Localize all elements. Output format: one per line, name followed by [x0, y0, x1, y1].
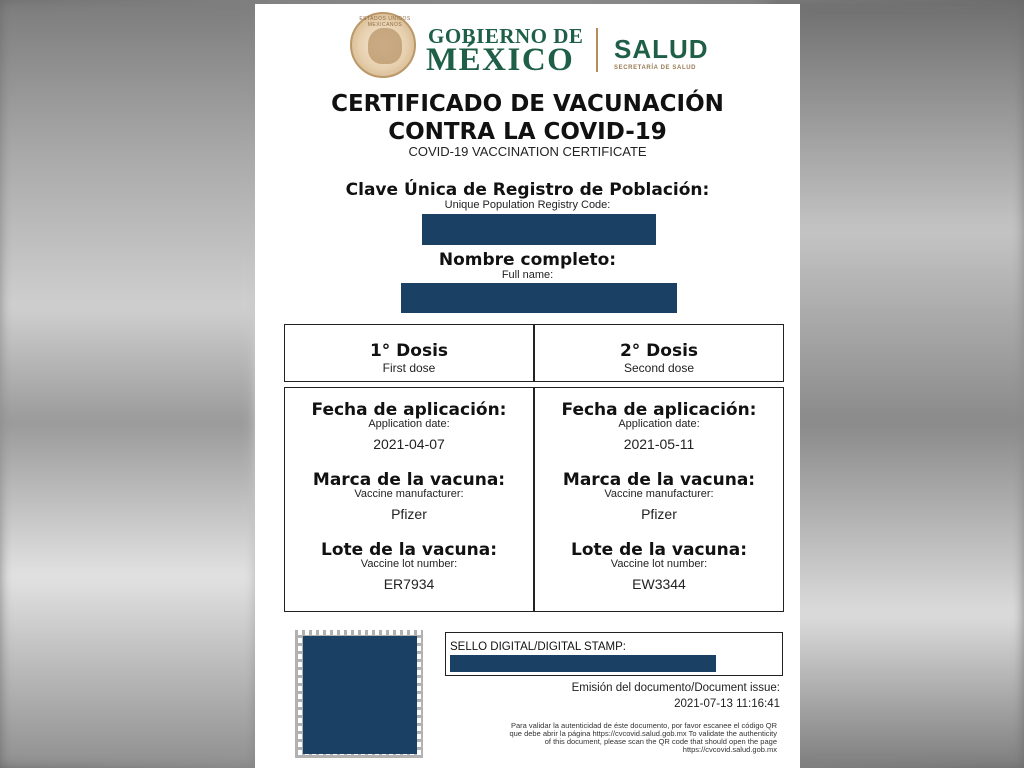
dose-2-details [535, 388, 783, 611]
dose-1-brand: Pfizer [391, 506, 427, 522]
government-header [350, 12, 730, 82]
dose-1-lot-label: Lote de la vacuna: [320, 540, 498, 560]
dose-1-date: 2021-04-07 [373, 436, 445, 452]
dose-2-brand: Pfizer [641, 506, 677, 522]
document-issue-label: Emisión del documento/Document issue: [571, 682, 780, 694]
dose-1-title-english: First dose [382, 361, 436, 375]
vaccination-certificate [255, 4, 800, 768]
dose-1-date-label: Fecha de aplicación: [311, 400, 507, 420]
digital-stamp-box [445, 632, 783, 676]
seal-text: ESTADOS UNIDOS MEXICANOS [359, 16, 411, 28]
dose-2-lot: EW3344 [632, 576, 686, 592]
dose-details-row [284, 387, 784, 612]
dose-1-brand-label-english: Vaccine manufacturer: [354, 488, 464, 500]
dose-1-title: 1° Dosis [369, 341, 449, 361]
certificate-title-line1: CERTIFICADO DE VACUNACIÓN [331, 91, 724, 117]
full-name-label-english: Full name: [501, 269, 554, 281]
curp-redacted-value [422, 214, 656, 245]
dose-2-lot-label: Lote de la vacuna: [570, 540, 748, 560]
document-issue-datetime: 2021-07-13 11:16:41 [674, 698, 780, 710]
qr-code-redaction [303, 636, 417, 754]
dose-header-row [284, 324, 784, 382]
validation-note: Para validar la autenticidad de éste documento, por favor escanee el código QR que debe abrir la página https://cvcovid.salud.gob.mx To validate the authenticity of this document, please scan the QR code that should open the page https://cvcovid.salud.gob.mx [509, 721, 777, 754]
dose-1-brand-label: Marca de la vacuna: [312, 470, 506, 490]
full-name-label: Nombre completo: [438, 250, 617, 270]
curp-label-english: Unique Population Registry Code: [444, 199, 611, 211]
blurred-background-left [0, 0, 256, 768]
eagle-emblem-icon [368, 28, 402, 64]
curp-label: Clave Única de Registro de Población: [345, 180, 710, 200]
dose-2-date-label-english: Application date: [618, 418, 700, 430]
dose-2-brand-label: Marca de la vacuna: [562, 470, 756, 490]
mexico-label: MÉXICO [426, 42, 575, 78]
salud-label: SALUD [614, 34, 709, 64]
blurred-background-right [768, 0, 1024, 768]
certificate-title-english: COVID-19 VACCINATION CERTIFICATE [408, 144, 647, 159]
secretaria-label: SECRETARÍA DE SALUD [614, 65, 697, 71]
header-divider [596, 28, 598, 72]
dose-2-brand-label-english: Vaccine manufacturer: [604, 488, 714, 500]
dose-2-title: 2° Dosis [619, 341, 699, 361]
dose-1-lot-label-english: Vaccine lot number: [360, 558, 458, 570]
mexico-coat-of-arms-seal-icon [350, 12, 416, 78]
qr-code-icon[interactable] [295, 630, 423, 758]
dose-1-date-label-english: Application date: [368, 418, 450, 430]
dose-2-date-label: Fecha de aplicación: [561, 400, 757, 420]
dose-2-lot-label-english: Vaccine lot number: [610, 558, 708, 570]
dose-1-header [285, 325, 533, 381]
digital-stamp-label: SELLO DIGITAL/DIGITAL STAMP: [450, 641, 626, 653]
dose-2-date: 2021-05-11 [623, 436, 695, 452]
full-name-redacted-value [401, 283, 677, 313]
digital-stamp-redacted-value [450, 655, 716, 672]
dose-2-title-english: Second dose [623, 361, 695, 375]
certificate-title-line2: CONTRA LA COVID-19 [388, 119, 667, 145]
dose-2-header [535, 325, 783, 381]
dose-1-lot: ER7934 [383, 576, 435, 592]
gobierno-label: GOBIERNO DE [428, 24, 584, 48]
dose-1-details [285, 388, 533, 611]
